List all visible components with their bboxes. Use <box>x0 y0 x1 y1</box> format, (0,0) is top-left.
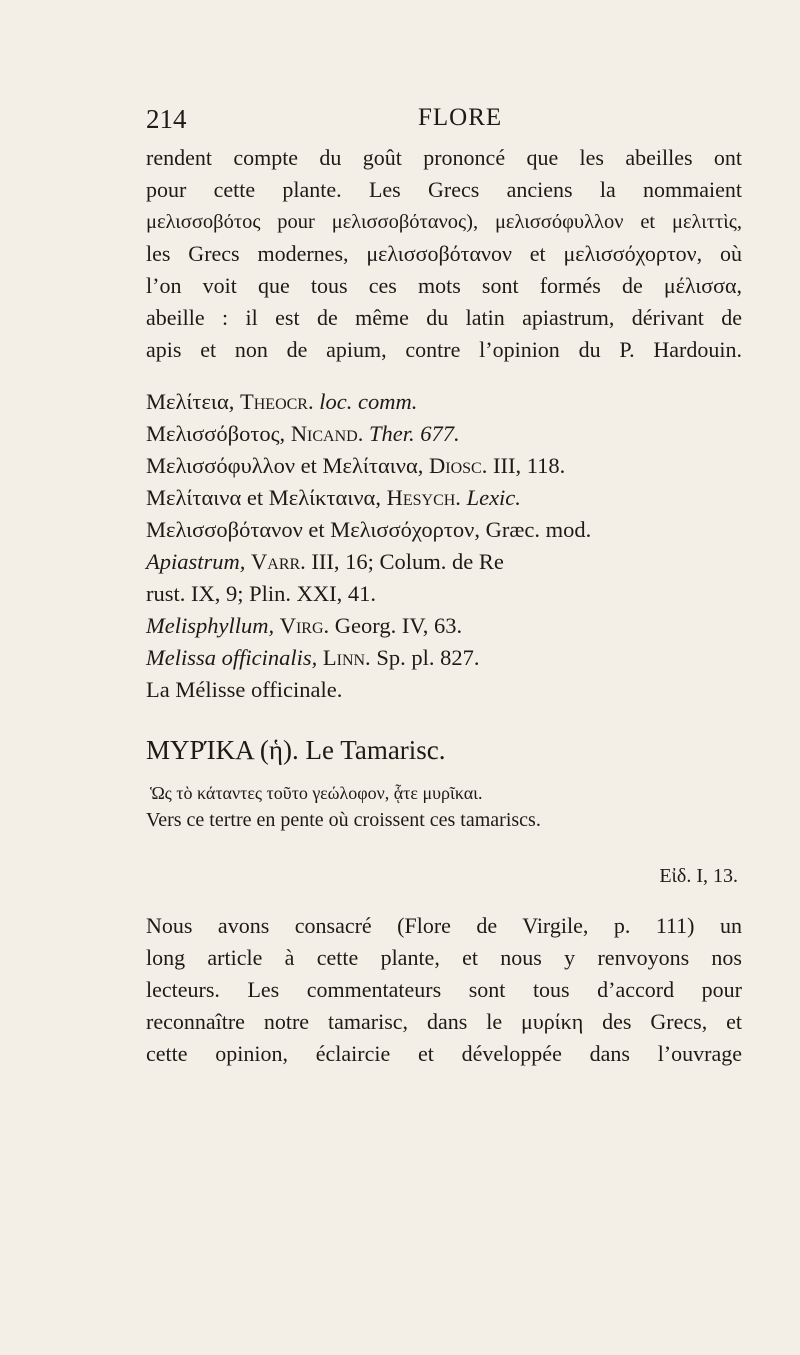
synonym-entry <box>146 514 742 546</box>
entry-ref: Georg. IV, 63. <box>329 613 463 638</box>
entry-ref: rust. IX, 9; Plin. XXI, 41. <box>146 581 376 606</box>
synonym-entry <box>146 482 742 514</box>
text-line: abeille : il est de même du latin apiastrum, dérivant de <box>146 305 742 330</box>
text-line: cette opinion, éclaircie et développée dans l’ouvrage <box>146 1041 742 1066</box>
text-line: lecteurs. Les commentateurs sont tous d’accord pour <box>146 977 742 1002</box>
synonym-list <box>146 386 742 706</box>
entry-ref: loc. comm. <box>313 389 418 414</box>
section-heading <box>146 732 742 768</box>
text-line: reconnaître notre tamarisc, dans le μυρίκη des Grecs, et <box>146 1009 742 1034</box>
page-number: 214 <box>146 104 187 134</box>
text-line: μελισσοβότος pour μελισσοβότανος), μελισσόφυλλον et μελιττὶς, <box>146 211 742 233</box>
text-line: rendent compte du goût prononcé que les abeilles ont <box>146 145 742 170</box>
synonym-entry <box>146 546 742 578</box>
french-verse: Vers ce tertre en pente où croissent ces tamariscs. <box>146 809 541 831</box>
entry-author: Linn. <box>322 645 371 670</box>
paragraph-1 <box>146 142 742 366</box>
page-header <box>146 104 736 140</box>
entry-term: Melissa officinalis, <box>146 645 323 670</box>
entry-ref: III, 16; Colum. de Re <box>305 549 504 574</box>
entry-ref: III, 118. <box>487 453 566 478</box>
synonym-entry <box>146 610 742 642</box>
entry-ref: Græc. mod. <box>485 517 592 542</box>
synonym-entry-continuation <box>146 578 742 610</box>
synonym-entry <box>146 642 742 674</box>
entry-author: Theocr. <box>240 389 314 414</box>
entry-term: Melisphyllum, <box>146 613 280 638</box>
entry-ref: Sp. pl. 827. <box>370 645 480 670</box>
synonym-entry <box>146 386 742 418</box>
entry-author: Nicand. <box>290 421 364 446</box>
text-line: long article à cette plante, et nous y renvoyons nos <box>146 945 742 970</box>
entry-term: Μελισσόφυλλον et Μελίταινα, <box>146 453 430 478</box>
entry-term: Μελισσοβότανον et Μελισσόχορτον, <box>146 517 486 542</box>
entry-author: Varr. <box>251 549 306 574</box>
running-head: FLORE <box>418 104 503 131</box>
synonym-entry <box>146 674 742 706</box>
section-french-title: Le Tamarisc. <box>298 735 446 765</box>
text-line: pour cette plante. Les Grecs anciens la nommaient <box>146 177 742 202</box>
entry-term: Μελίταινα et Μελίκταινα, <box>146 485 387 510</box>
entry-term: Μελίτεια, <box>146 389 240 414</box>
entry-author: Hesych. <box>386 485 461 510</box>
greek-verse: Ὡς τὸ κάταντες τοῦτο γεώλοφον, ᾇτε μυρῖκαι. <box>150 783 483 803</box>
text-line: les Grecs modernes, μελισσοβότανον et μελισσόχορτον, où <box>146 241 742 266</box>
text-line: l’on voit que tous ces mots sont formés de μέλισσα, <box>146 273 742 298</box>
synonym-entry <box>146 418 742 450</box>
entry-ref: Ther. 677. <box>363 421 460 446</box>
verse-source: Εἰδ. I, 13. <box>659 865 738 887</box>
entry-term: Μελισσόβοτος, <box>146 421 291 446</box>
entry-ref: Lexic. <box>460 485 521 510</box>
entry-term: La Mélisse officinale. <box>146 677 343 702</box>
synonym-entry <box>146 450 742 482</box>
page-body <box>146 142 742 1070</box>
entry-author: Virg. <box>279 613 330 638</box>
text-line: Nous avons consacré (Flore de Virgile, p. 111) un <box>146 913 742 938</box>
paragraph-2 <box>146 910 742 1070</box>
entry-author: Diosc. <box>429 453 488 478</box>
entry-term: Apiastrum, <box>146 549 252 574</box>
text-line: apis et non de apium, contre l’opinion du P. Hardouin. <box>146 337 742 362</box>
section-greek-title: ΜΥΡΊΚΑ (ἡ). <box>146 735 299 765</box>
